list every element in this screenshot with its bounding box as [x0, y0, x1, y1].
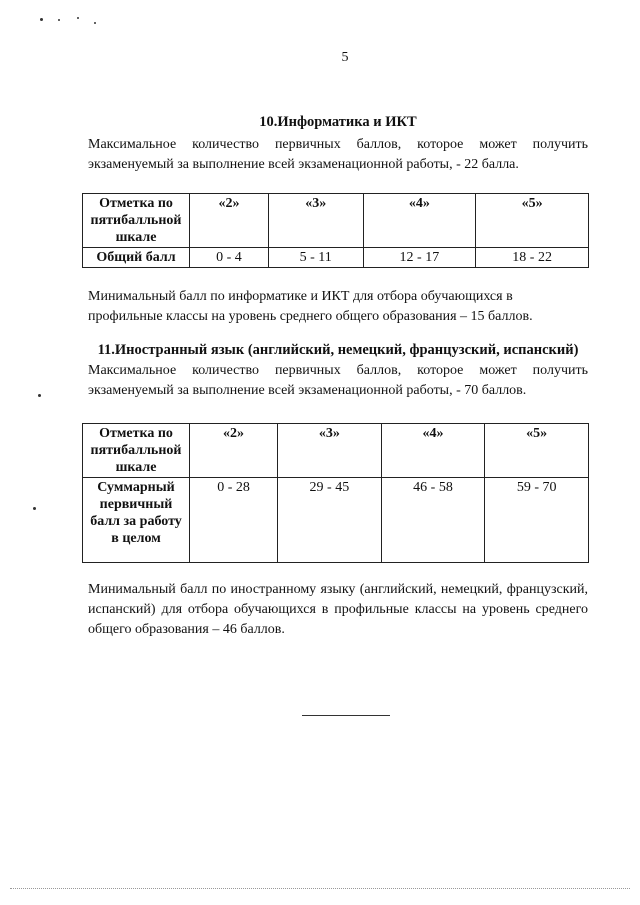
range-cell: 12 - 17: [363, 248, 476, 268]
header-label-cell: Отметка по пятибалльной шкале: [83, 194, 190, 248]
page-number: 5: [341, 50, 349, 65]
foreign-language-minimum-block: [88, 580, 588, 640]
range-cell: 29 - 45: [278, 478, 382, 563]
informatics-minimum: Минимальный балл по информатике и ИКТ для отбора обучающихся в профильные классы на уровень среднего общего образования – 15 баллов.: [88, 289, 533, 324]
page-bottom-edge: [10, 888, 630, 889]
closing-rule: [302, 715, 390, 716]
range-cell: 18 - 22: [476, 248, 589, 268]
scan-speck: [94, 22, 96, 24]
section-foreign-language: [88, 340, 588, 401]
informatics-minimum-block: [88, 287, 588, 327]
scan-speck: [40, 18, 43, 21]
header-label-cell: Отметка по пятибалльной шкале: [83, 424, 190, 478]
mark-cell: «3»: [268, 194, 363, 248]
section-title-foreign-language: 11.Иностранный язык (английский, немецкий, французский, испанский): [97, 342, 579, 358]
mark-cell: «2»: [190, 424, 278, 478]
range-cell: 5 - 11: [268, 248, 363, 268]
row-label-cell: Общий балл: [83, 248, 190, 268]
foreign-language-intro: Максимальное количество первичных баллов, которое может получить экзаменуемый за выполнение всей экзаменационной работы, - 70 баллов.: [88, 363, 588, 398]
row-label-cell: Суммарный первичный балл за работу в целом: [83, 478, 190, 563]
scan-speck: [33, 507, 36, 510]
mark-cell: «5»: [476, 194, 589, 248]
foreign-language-minimum: Минимальный балл по иностранному языку (английский, немецкий, французский, испанский) для отбора обучающихся в профильные классы на уровень среднего общего образования – 46 баллов.: [88, 582, 588, 637]
mark-cell: «3»: [278, 424, 382, 478]
section-title-informatics: 10.Информатика и ИКТ: [259, 114, 417, 130]
table-row: [83, 424, 589, 478]
range-cell: 46 - 58: [381, 478, 485, 563]
informatics-grade-table: [82, 193, 589, 268]
mark-cell: «4»: [381, 424, 485, 478]
scan-speck: [58, 19, 60, 21]
mark-cell: «5»: [485, 424, 589, 478]
table-row: [83, 478, 589, 563]
table-row: [83, 248, 589, 268]
range-cell: 0 - 4: [190, 248, 269, 268]
informatics-intro: Максимальное количество первичных баллов, которое может получить экзаменуемый за выполнение всей экзаменационной работы, - 22 балла.: [88, 137, 588, 172]
mark-cell: «2»: [190, 194, 269, 248]
mark-cell: «4»: [363, 194, 476, 248]
range-cell: 0 - 28: [190, 478, 278, 563]
table-row: [83, 194, 589, 248]
foreign-language-grade-table: [82, 423, 589, 563]
scan-speck: [38, 394, 41, 397]
section-informatics: [88, 112, 588, 175]
scan-speck: [77, 17, 79, 19]
range-cell: 59 - 70: [485, 478, 589, 563]
